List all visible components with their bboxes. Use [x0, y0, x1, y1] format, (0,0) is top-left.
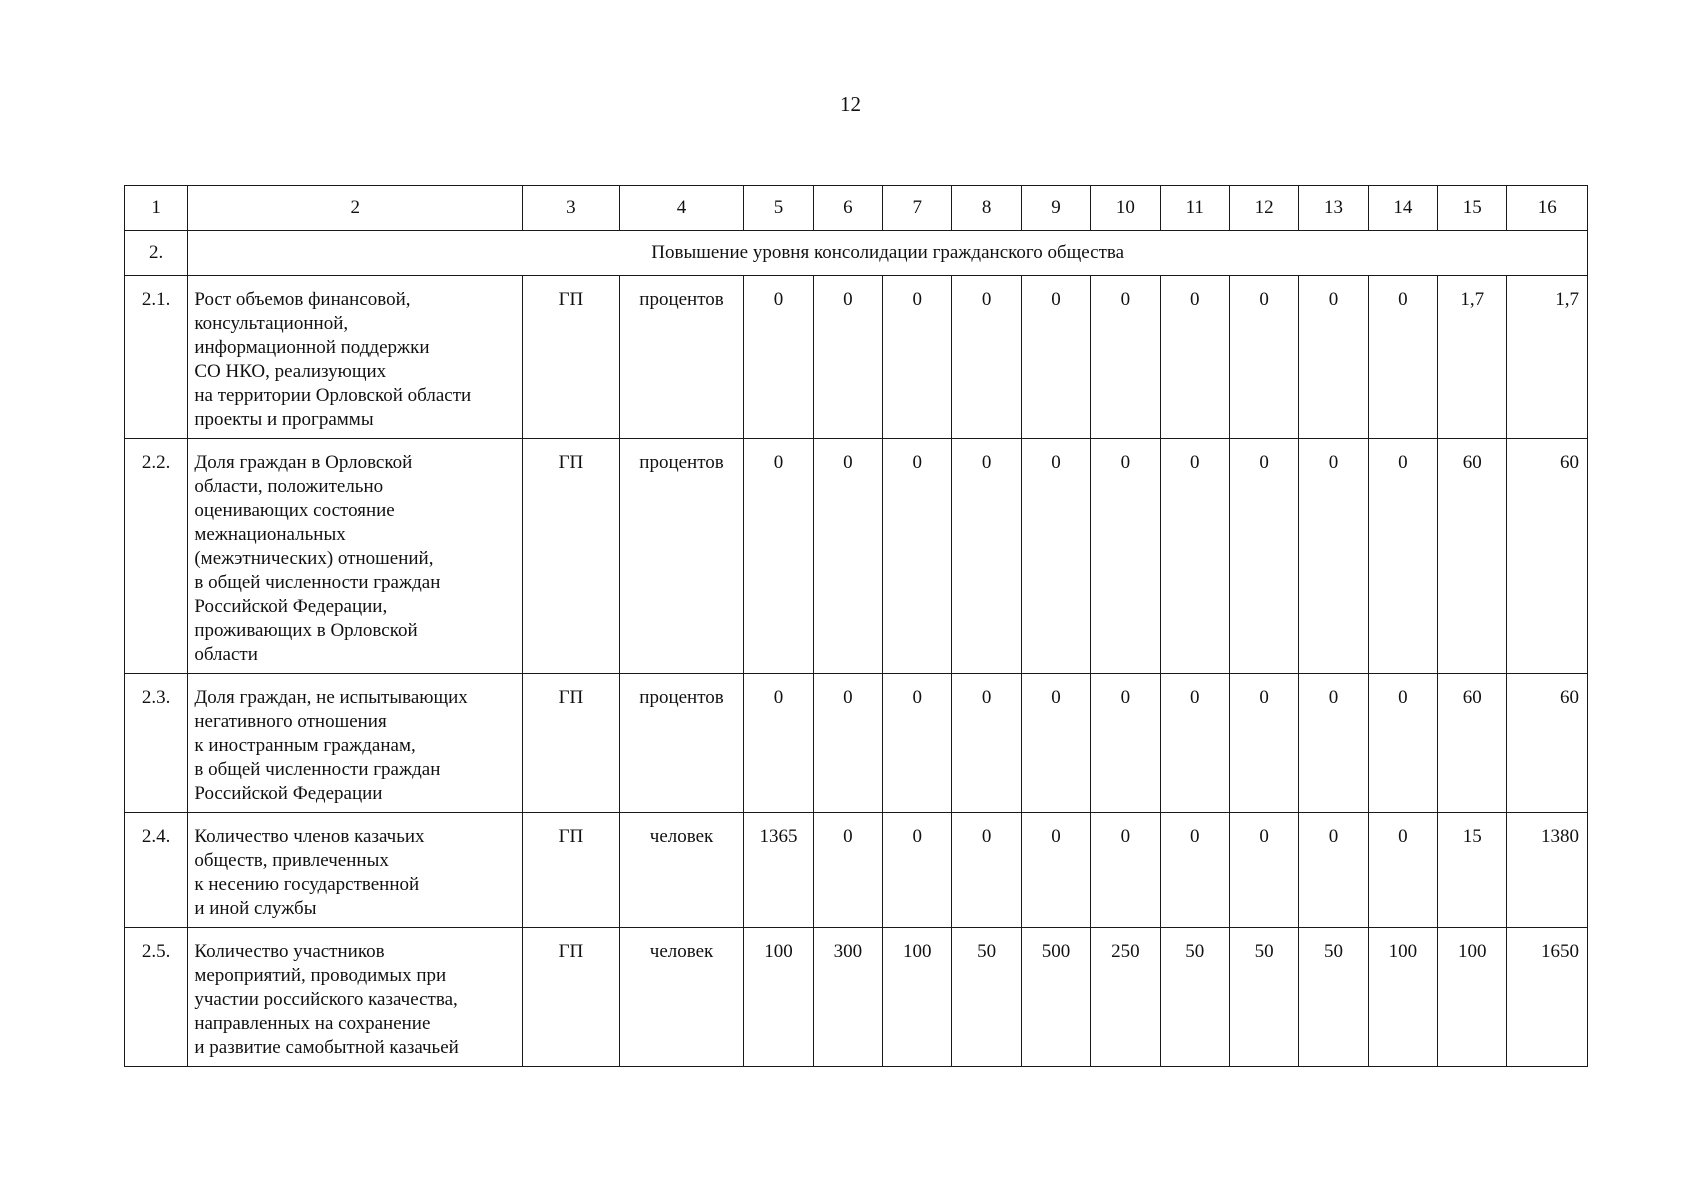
indicator-value: 0	[744, 276, 813, 439]
indicator-value: 50	[1299, 928, 1368, 1067]
indicator-value: 0	[952, 439, 1021, 674]
indicator-unit: человек	[619, 813, 744, 928]
indicator-value: 0	[1368, 439, 1437, 674]
indicator-value: 0	[1091, 276, 1160, 439]
indicator-name-line: области	[194, 644, 258, 665]
indicator-value: 0	[744, 674, 813, 813]
indicator-value: 0	[883, 813, 952, 928]
indicator-name-line: межнациональных	[194, 524, 346, 545]
indicator-name-line: Количество участников	[194, 941, 385, 962]
indicator-value: 0	[1299, 813, 1368, 928]
section-number: 2.	[125, 231, 188, 276]
indicator-value: 0	[1021, 674, 1090, 813]
column-number-header: 5	[744, 186, 813, 231]
indicator-value: 300	[813, 928, 882, 1067]
indicator-value: 0	[1299, 276, 1368, 439]
indicator-value: 0	[813, 674, 882, 813]
indicator-source: ГП	[523, 276, 620, 439]
indicator-name	[188, 928, 523, 1067]
indicator-value: 0	[1160, 439, 1229, 674]
indicator-name-line: Доля граждан в Орловской	[194, 452, 413, 473]
indicator-name-line: Рост объемов финансовой,	[194, 289, 411, 310]
indicator-value: 0	[1160, 276, 1229, 439]
indicator-name-line: и развитие самобытной казачьей	[194, 1037, 459, 1058]
indicator-name-line: в общей численности граждан	[194, 759, 441, 780]
indicator-name-line: на территории Орловской области	[194, 385, 472, 406]
indicator-name-line: и иной службы	[194, 898, 317, 919]
indicator-value: 0	[813, 813, 882, 928]
indicator-name-line: Российской Федерации	[194, 783, 383, 804]
column-number-header: 14	[1368, 186, 1437, 231]
indicator-value: 100	[1368, 928, 1437, 1067]
column-number-header: 11	[1160, 186, 1229, 231]
indicator-number: 2.3.	[125, 674, 188, 813]
indicator-value: 0	[1368, 674, 1437, 813]
indicator-value: 0	[883, 674, 952, 813]
indicator-unit: человек	[619, 928, 744, 1067]
column-number-header: 1	[125, 186, 188, 231]
table-row	[125, 674, 1588, 813]
indicator-unit: процентов	[619, 276, 744, 439]
indicator-value: 1650	[1507, 928, 1588, 1067]
column-number-header: 4	[619, 186, 744, 231]
indicator-value: 0	[1368, 276, 1437, 439]
indicator-value: 0	[813, 276, 882, 439]
indicator-value: 60	[1507, 439, 1588, 674]
indicator-value: 100	[744, 928, 813, 1067]
indicator-name-line: СО НКО, реализующих	[194, 361, 387, 382]
indicator-value: 50	[1160, 928, 1229, 1067]
indicator-value: 100	[1438, 928, 1507, 1067]
column-number-header: 10	[1091, 186, 1160, 231]
table-row	[125, 928, 1588, 1067]
indicator-name-line: Российской Федерации,	[194, 596, 388, 617]
indicator-name-line: в общей численности граждан	[194, 572, 441, 593]
indicator-name	[188, 439, 523, 674]
indicator-value: 0	[1299, 674, 1368, 813]
table-row	[125, 439, 1588, 674]
indicator-value: 0	[1091, 439, 1160, 674]
indicator-value: 0	[1021, 439, 1090, 674]
column-number-header: 9	[1021, 186, 1090, 231]
indicator-name-line: мероприятий, проводимых при	[194, 965, 447, 986]
indicator-value: 60	[1507, 674, 1588, 813]
indicator-value: 1380	[1507, 813, 1588, 928]
indicator-value: 0	[744, 439, 813, 674]
indicators-table	[124, 185, 1588, 1067]
indicator-value: 0	[1299, 439, 1368, 674]
indicator-name-line: обществ, привлеченных	[194, 850, 389, 871]
indicator-number: 2.5.	[125, 928, 188, 1067]
table-body	[125, 186, 1588, 1067]
indicator-name-line: оценивающих состояние	[194, 500, 395, 521]
indicator-number: 2.1.	[125, 276, 188, 439]
indicator-name-line: информационной поддержки	[194, 337, 430, 358]
indicator-name	[188, 674, 523, 813]
indicator-value: 0	[1091, 674, 1160, 813]
table-row	[125, 276, 1588, 439]
column-number-header: 13	[1299, 186, 1368, 231]
indicator-value: 0	[1229, 813, 1298, 928]
indicator-name-line: направленных на сохранение	[194, 1013, 431, 1034]
indicator-name-line: к иностранным гражданам,	[194, 735, 416, 756]
indicator-value: 60	[1438, 674, 1507, 813]
indicator-value: 100	[883, 928, 952, 1067]
indicator-value: 0	[1160, 813, 1229, 928]
indicator-name-line: (межэтнических) отношений,	[194, 548, 434, 569]
indicator-value: 0	[1368, 813, 1437, 928]
indicator-value: 0	[883, 439, 952, 674]
indicator-source: ГП	[523, 439, 620, 674]
column-number-header: 7	[883, 186, 952, 231]
indicator-name-line: проживающих в Орловской	[194, 620, 418, 641]
section-row	[125, 231, 1588, 276]
indicator-value: 50	[1229, 928, 1298, 1067]
indicator-name-line: области, положительно	[194, 476, 384, 497]
page-number: 12	[840, 92, 861, 116]
indicator-name-line: проекты и программы	[194, 409, 374, 430]
indicator-name-line: Количество членов казачьих	[194, 826, 425, 847]
column-number-header: 6	[813, 186, 882, 231]
column-number-header: 15	[1438, 186, 1507, 231]
indicator-value: 0	[952, 674, 1021, 813]
indicator-value: 0	[1021, 813, 1090, 928]
indicator-value: 0	[1229, 439, 1298, 674]
column-number-header: 2	[188, 186, 523, 231]
indicator-value: 0	[1160, 674, 1229, 813]
indicator-value: 0	[813, 439, 882, 674]
indicator-name-line: консультационной,	[194, 313, 349, 334]
indicator-unit: процентов	[619, 674, 744, 813]
indicator-value: 0	[1021, 276, 1090, 439]
indicator-value: 0	[952, 276, 1021, 439]
indicator-value: 0	[883, 276, 952, 439]
indicator-number: 2.2.	[125, 439, 188, 674]
indicator-value: 0	[1091, 813, 1160, 928]
indicator-value: 60	[1438, 439, 1507, 674]
indicator-name	[188, 813, 523, 928]
indicator-value: 1,7	[1438, 276, 1507, 439]
indicator-source: ГП	[523, 813, 620, 928]
column-number-header: 3	[523, 186, 620, 231]
indicator-value: 0	[952, 813, 1021, 928]
indicator-name-line: Доля граждан, не испытывающих	[194, 687, 468, 708]
indicator-value: 500	[1021, 928, 1090, 1067]
column-number-header: 16	[1507, 186, 1588, 231]
column-number-row	[125, 186, 1588, 231]
indicator-name-line: к несению государственной	[194, 874, 420, 895]
indicator-number: 2.4.	[125, 813, 188, 928]
table-row	[125, 813, 1588, 928]
indicator-source: ГП	[523, 928, 620, 1067]
indicator-value: 0	[1229, 674, 1298, 813]
indicator-value: 50	[952, 928, 1021, 1067]
column-number-header: 8	[952, 186, 1021, 231]
indicator-name-line: негативного отношения	[194, 711, 387, 732]
indicator-name-line: участии российского казачества,	[194, 989, 458, 1010]
indicator-value: 250	[1091, 928, 1160, 1067]
section-title: Повышение уровня консолидации гражданского общества	[188, 231, 1588, 276]
indicator-name	[188, 276, 523, 439]
indicator-unit: процентов	[619, 439, 744, 674]
column-number-header: 12	[1229, 186, 1298, 231]
indicator-value: 0	[1229, 276, 1298, 439]
indicator-value: 15	[1438, 813, 1507, 928]
indicator-value: 1365	[744, 813, 813, 928]
indicator-value: 1,7	[1507, 276, 1588, 439]
indicator-source: ГП	[523, 674, 620, 813]
